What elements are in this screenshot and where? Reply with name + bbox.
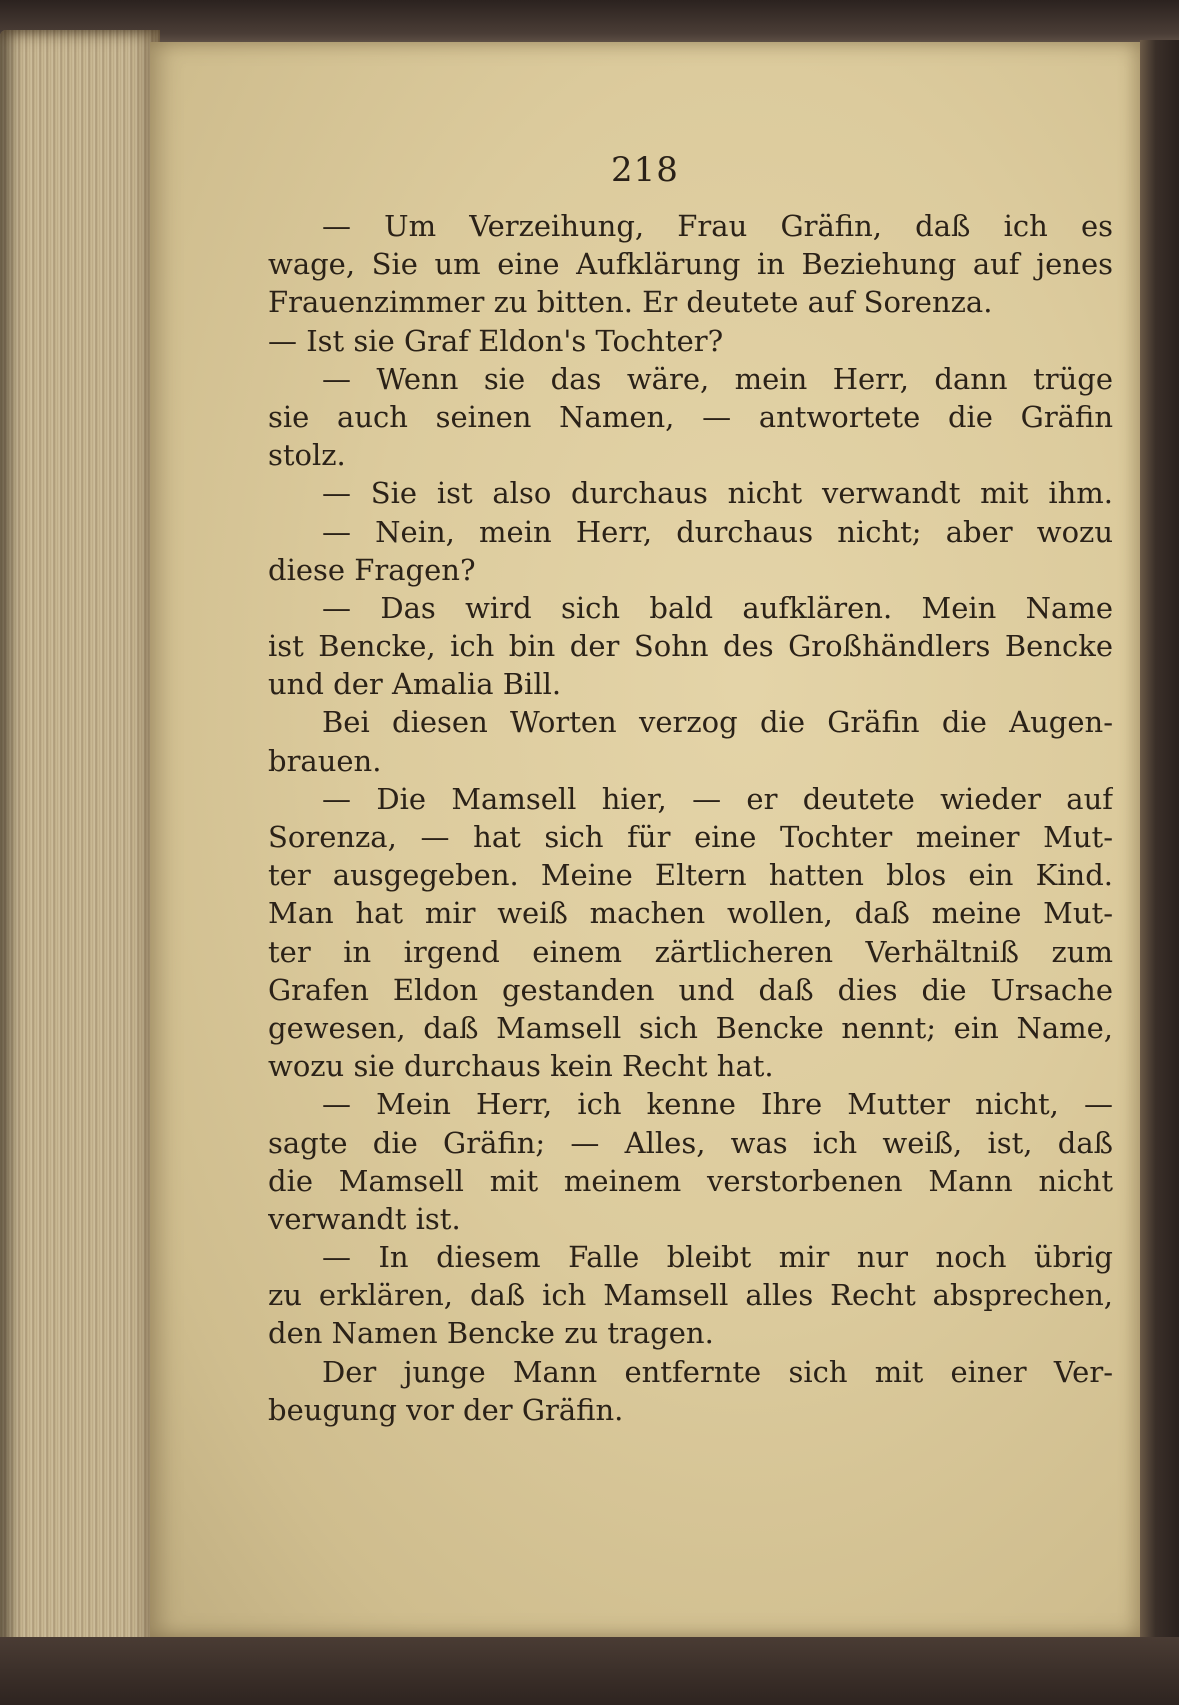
text-line: Grafen Eldon gestanden und daß dies die Ursache xyxy=(268,972,1113,1007)
text-line: den Namen Bencke zu tragen. xyxy=(268,1316,714,1351)
text-line: wage, Sie um eine Aufklärung in Beziehung auf jenes xyxy=(268,247,1113,282)
text-line: diese Fragen? xyxy=(268,552,476,587)
text-line: ist Bencke, ich bin der Sohn des Großhändlers Bencke xyxy=(268,629,1113,664)
text-line: beugung vor der Gräfin. xyxy=(268,1392,624,1427)
text-line: zu erklären, daß ich Mamsell alles Recht absprechen, xyxy=(268,1278,1113,1313)
text-line: sagte die Gräfin; — Alles, was ich weiß, ist, daß xyxy=(268,1125,1113,1160)
book-cover-right xyxy=(1140,40,1179,1640)
text-line: die Mamsell mit meinem verstorbenen Mann nicht xyxy=(268,1163,1113,1198)
text-line: Man hat mir weiß machen wollen, daß meine Mut- xyxy=(268,896,1113,931)
text-line: — Mein Herr, ich kenne Ihre Mutter nicht, — xyxy=(322,1087,1113,1122)
text-line: ter in irgend einem zärtlicheren Verhältniß zum xyxy=(268,934,1113,969)
text-line: — Sie ist also durchaus nicht verwandt mit ihm. xyxy=(322,476,1113,511)
page-text xyxy=(268,207,1113,1429)
text-line: brauen. xyxy=(268,743,382,778)
text-line: — Nein, mein Herr, durchaus nicht; aber wozu xyxy=(322,514,1113,549)
text-line: Bei diesen Worten verzog die Gräfin die Augen- xyxy=(322,705,1113,740)
text-line: Frauenzimmer zu bitten. Er deutete auf Sorenza. xyxy=(268,285,993,320)
book-cover-top xyxy=(0,0,1179,48)
text-line: ter ausgegeben. Meine Eltern hatten blos ein Kind. xyxy=(268,858,1113,893)
book-cover-bottom xyxy=(0,1637,1179,1705)
book-page xyxy=(150,42,1140,1637)
text-line: und der Amalia Bill. xyxy=(268,667,562,702)
text-line: — Ist sie Graf Eldon's Tochter? xyxy=(268,323,724,358)
text-line: sie auch seinen Namen, — antwortete die Gräfin xyxy=(268,399,1113,434)
page-number: 218 xyxy=(611,150,679,190)
text-line: Der junge Mann entfernte sich mit einer Ver- xyxy=(322,1354,1113,1389)
text-line: gewesen, daß Mamsell sich Bencke nennt; ein Name, xyxy=(268,1010,1113,1045)
text-line: — Wenn sie das wäre, mein Herr, dann trüge xyxy=(322,361,1113,396)
text-line: — Die Mamsell hier, — er deutete wieder auf xyxy=(322,781,1113,816)
text-line: — In diesem Falle bleibt mir nur noch übrig xyxy=(322,1240,1113,1275)
page-edges xyxy=(0,30,160,1670)
text-line: — Das wird sich bald aufklären. Mein Name xyxy=(322,590,1113,625)
text-line: Sorenza, — hat sich für eine Tochter meiner Mut- xyxy=(268,820,1113,854)
text-line: wozu sie durchaus kein Recht hat. xyxy=(268,1049,774,1084)
text-line: — Um Verzeihung, Frau Gräfin, daß ich es xyxy=(322,209,1113,243)
text-line: verwandt ist. xyxy=(268,1201,461,1236)
text-line: stolz. xyxy=(268,438,346,473)
